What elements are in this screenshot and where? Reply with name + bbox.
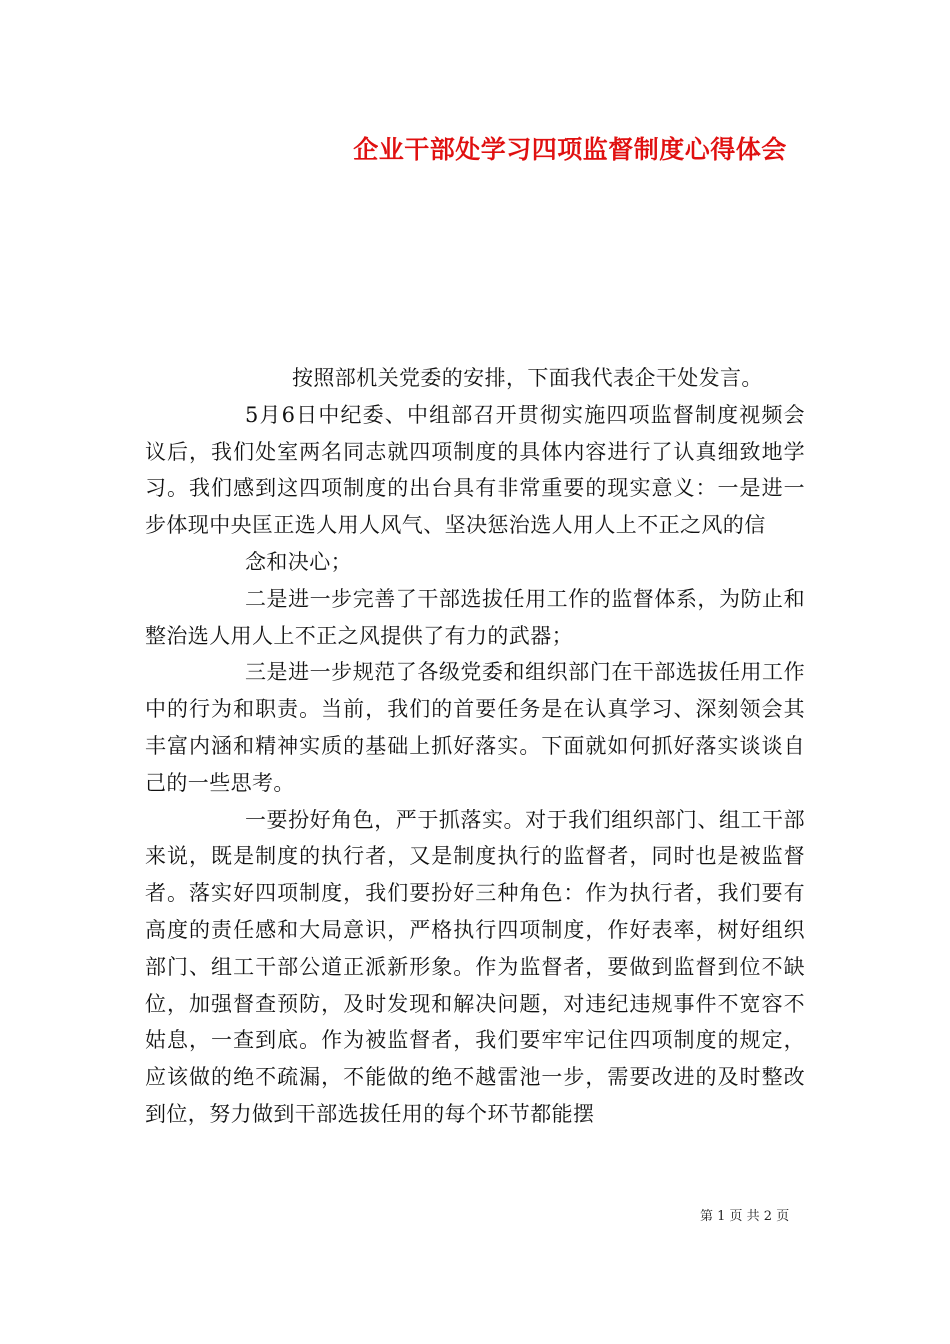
paragraph-6: 一要扮好角色，严于抓落实。对于我们组织部门、组工干部来说，既是制度的执行者，又是制度执行的监督者，同时也是被监督者。落实好四项制度，我们要扮好三种角色：作为执行者，我们要有高度的责任感和大局意识，严格执行四项制度，作好表率，树好组织部门、组工干部公道正派新形象。作为监督者，要做到监督到位不缺位，加强督查预防，及时发现和解决问题，对违纪违规事件不宽容不姑息，一查到底。作为被监督者，我们要牢牢记住四项制度的规定，应该做的绝不疏漏，不能做的绝不越雷池一步，需要改进的及时整改到位，努力做到干部选拔任用的每个环节都能摆 [145,807,805,1126]
paragraph-2: 5月6日中纪委、中组部召开贯彻实施四项监督制度视频会议后，我们处室两名同志就四项制度的具体内容进行了认真细致地学习。我们感到这四项制度的出台具有非常重要的现实意义：一是进一步体现中央匡正选人用人风气、坚决惩治选人用人上不正之风的信 [145,402,805,538]
paragraph-4: 二是进一步完善了干部选拔任用工作的监督体系，为防止和整治选人用人上不正之风提供了有力的武器； [145,586,805,648]
paragraph-3: 念和决心； [245,549,352,574]
page-number-footer: 第 1 页 共 2 页 [700,1209,790,1224]
paragraph-1: 按照部机关党委的安排，下面我代表企干处发言。 [292,366,763,390]
document-title: 企业干部处学习四项监督制度心得体会 [353,135,787,164]
document-body [145,360,805,1133]
paragraph-5: 三是进一步规范了各级党委和组织部门在干部选拔任用工作中的行为和职责。当前，我们的首要任务是在认真学习、深刻领会其丰富内涵和精神实质的基础上抓好落实。下面就如何抓好落实谈谈自己的一些思考。 [145,660,805,795]
